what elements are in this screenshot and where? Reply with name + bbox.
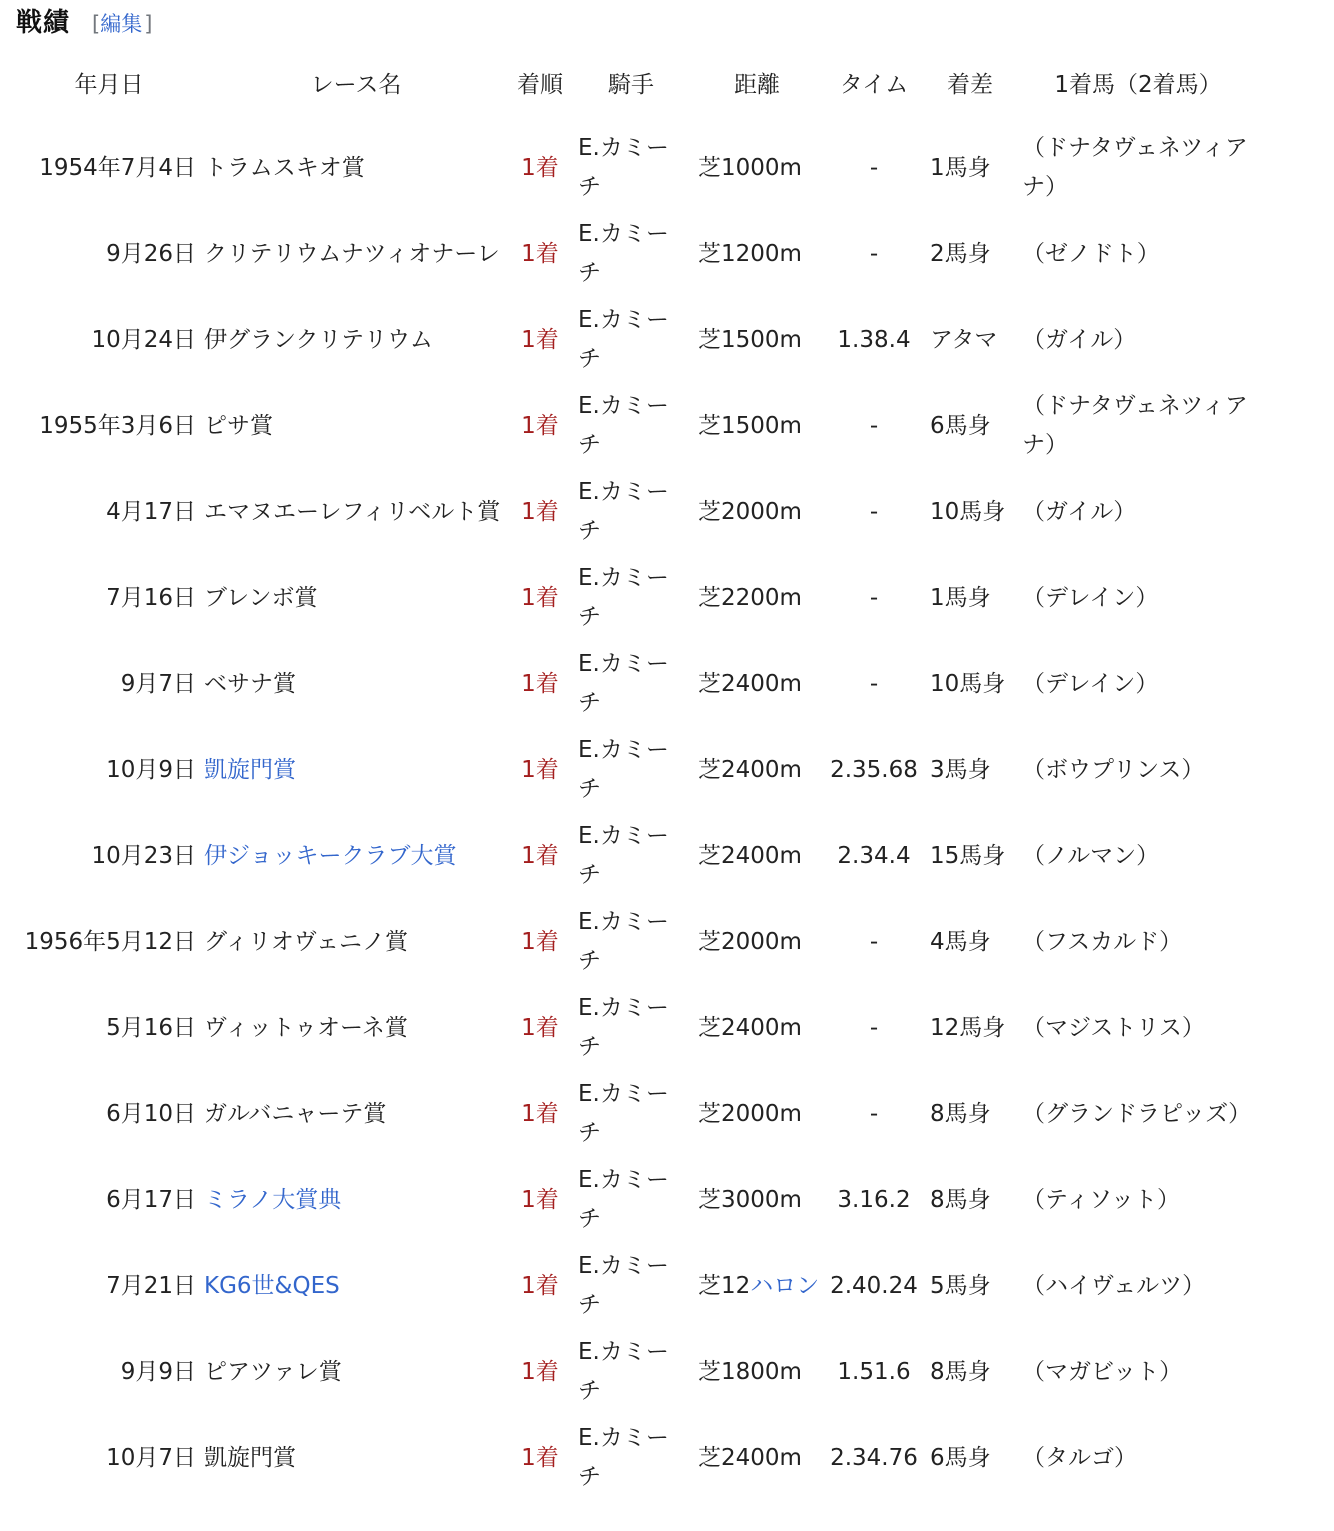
header-distance: 距離 xyxy=(734,71,780,98)
cell-distance-text: 芝2000m xyxy=(698,928,802,955)
cell-distance-text: 芝2400m xyxy=(698,1444,802,1471)
cell-distance xyxy=(692,297,822,383)
cell-place xyxy=(510,1157,570,1243)
cell-race xyxy=(202,383,510,469)
cell-time-text: 2.40.24 xyxy=(830,1272,918,1299)
cell-place xyxy=(510,641,570,727)
cell-race-text: 凱旋門賞 xyxy=(204,1444,296,1471)
cell-time-text: - xyxy=(869,584,879,611)
cell-date-text: 9月7日 xyxy=(120,670,196,697)
cell-jockey xyxy=(570,125,692,211)
cell-margin xyxy=(926,555,1014,641)
cell-place-text: 1着 xyxy=(521,670,559,697)
cell-distance-text: 芝1500m xyxy=(698,326,802,353)
cell-race xyxy=(202,469,510,555)
cell-date-text: 1954年7月4日 xyxy=(39,154,196,181)
cell-place xyxy=(510,899,570,985)
cell-race-text[interactable]: 凱旋門賞 xyxy=(204,756,296,783)
cell-jockey xyxy=(570,469,692,555)
cell-winner xyxy=(1014,555,1262,641)
cell-time xyxy=(822,1329,926,1415)
edit-link[interactable]: 編集 xyxy=(100,12,143,36)
cell-time xyxy=(822,125,926,211)
cell-distance xyxy=(692,1071,822,1157)
cell-winner xyxy=(1014,727,1262,813)
cell-date-text: 4月17日 xyxy=(106,498,196,525)
cell-race-text: ピサ賞 xyxy=(204,412,273,439)
header-winner: 1着馬（2着馬） xyxy=(1054,71,1222,98)
cell-distance xyxy=(692,211,822,297)
cell-date xyxy=(16,727,202,813)
cell-time-text: - xyxy=(869,928,879,955)
cell-time xyxy=(822,1243,926,1329)
cell-jockey xyxy=(570,813,692,899)
edit-bracket-close: ] xyxy=(144,12,153,36)
cell-jockey-text: E.カミーチ xyxy=(578,393,669,458)
cell-winner xyxy=(1014,1157,1262,1243)
cell-margin-text: 1馬身 xyxy=(930,154,991,181)
cell-place-text: 1着 xyxy=(521,1444,559,1471)
cell-margin-text: 10馬身 xyxy=(930,498,1006,525)
cell-distance xyxy=(692,1157,822,1243)
cell-margin-text: 8馬身 xyxy=(930,1100,991,1127)
cell-jockey-text: E.カミーチ xyxy=(578,737,669,802)
cell-time xyxy=(822,383,926,469)
cell-time-text: - xyxy=(869,1100,879,1127)
cell-distance xyxy=(692,1415,822,1501)
cell-distance xyxy=(692,985,822,1071)
section-header xyxy=(16,2,152,42)
cell-date xyxy=(16,125,202,211)
cell-race-text[interactable]: KG6世&QES xyxy=(204,1272,340,1299)
cell-winner xyxy=(1014,813,1262,899)
cell-race-text: ベサナ賞 xyxy=(204,670,296,697)
cell-distance xyxy=(692,469,822,555)
cell-time xyxy=(822,211,926,297)
cell-race xyxy=(202,1415,510,1501)
cell-distance-text: 芝2000m xyxy=(698,1100,802,1127)
cell-distance xyxy=(692,383,822,469)
cell-distance-text: 芝3000m xyxy=(698,1186,802,1213)
cell-date xyxy=(16,297,202,383)
cell-distance-text: 芝1000m xyxy=(698,154,802,181)
cell-place xyxy=(510,813,570,899)
table-row xyxy=(16,469,1262,555)
cell-winner-text: （ドナタヴェネツィアナ） xyxy=(1022,135,1248,200)
cell-date xyxy=(16,1071,202,1157)
cell-race xyxy=(202,555,510,641)
cell-margin xyxy=(926,899,1014,985)
cell-time-text: - xyxy=(869,412,879,439)
cell-winner xyxy=(1014,1329,1262,1415)
cell-margin-text: 6馬身 xyxy=(930,412,991,439)
table-row xyxy=(16,1071,1262,1157)
cell-margin xyxy=(926,211,1014,297)
cell-date xyxy=(16,555,202,641)
cell-distance-text: 芝2400m xyxy=(698,756,802,783)
cell-jockey xyxy=(570,1415,692,1501)
cell-date-text: 1955年3月6日 xyxy=(39,412,196,439)
cell-date-text: 6月17日 xyxy=(106,1186,196,1213)
table-row xyxy=(16,899,1262,985)
cell-place-text: 1着 xyxy=(521,1100,559,1127)
table-row xyxy=(16,1329,1262,1415)
cell-winner-text: （フスカルド） xyxy=(1022,928,1183,955)
cell-margin xyxy=(926,1157,1014,1243)
cell-margin xyxy=(926,469,1014,555)
cell-winner xyxy=(1014,469,1262,555)
cell-race-text[interactable]: ミラノ大賞典 xyxy=(204,1186,342,1213)
cell-time xyxy=(822,469,926,555)
cell-distance-text: 芝1500m xyxy=(698,412,802,439)
cell-time-text: 2.35.68 xyxy=(830,756,918,783)
section-title: 戦績 xyxy=(16,8,71,38)
cell-margin-text: 2馬身 xyxy=(930,240,991,267)
cell-time xyxy=(822,1157,926,1243)
cell-race-text: ピアツァレ賞 xyxy=(204,1358,342,1385)
cell-time-text: - xyxy=(869,240,879,267)
cell-place-text: 1着 xyxy=(521,1186,559,1213)
cell-date-text: 9月9日 xyxy=(120,1358,196,1385)
cell-jockey-text: E.カミーチ xyxy=(578,995,669,1060)
cell-place-text: 1着 xyxy=(521,756,559,783)
cell-race xyxy=(202,641,510,727)
cell-margin xyxy=(926,125,1014,211)
cell-winner xyxy=(1014,985,1262,1071)
cell-margin-text: 1馬身 xyxy=(930,584,991,611)
cell-jockey-text: E.カミーチ xyxy=(578,651,669,716)
cell-time-text: - xyxy=(869,670,879,697)
cell-winner xyxy=(1014,641,1262,727)
cell-margin-text: 8馬身 xyxy=(930,1358,991,1385)
table-row xyxy=(16,555,1262,641)
header-margin: 着差 xyxy=(947,71,993,98)
table-row xyxy=(16,1243,1262,1329)
cell-time-text: 1.38.4 xyxy=(837,326,911,353)
cell-distance xyxy=(692,899,822,985)
cell-date xyxy=(16,1157,202,1243)
cell-margin xyxy=(926,727,1014,813)
table-row xyxy=(16,125,1262,211)
cell-date-text: 10月23日 xyxy=(91,842,196,869)
cell-distance xyxy=(692,555,822,641)
cell-jockey xyxy=(570,383,692,469)
cell-race xyxy=(202,1329,510,1415)
cell-distance xyxy=(692,727,822,813)
cell-place-text: 1着 xyxy=(521,326,559,353)
cell-time-text: 2.34.4 xyxy=(837,842,911,869)
cell-winner-text: （ゼノドト） xyxy=(1022,240,1160,267)
cell-winner xyxy=(1014,1071,1262,1157)
cell-margin-text: 5馬身 xyxy=(930,1272,991,1299)
header-jockey: 騎手 xyxy=(608,71,654,98)
cell-place xyxy=(510,125,570,211)
cell-date xyxy=(16,1243,202,1329)
cell-margin-text: 10馬身 xyxy=(930,670,1006,697)
cell-winner-text: （タルゴ） xyxy=(1022,1444,1137,1471)
cell-jockey-text: E.カミーチ xyxy=(578,1425,669,1490)
cell-race xyxy=(202,1071,510,1157)
cell-distance-text: 芝2400m xyxy=(698,1014,802,1041)
cell-date-text: 10月7日 xyxy=(106,1444,196,1471)
table-header-row xyxy=(16,45,1262,125)
cell-winner xyxy=(1014,1243,1262,1329)
cell-race-text: 伊グランクリテリウム xyxy=(204,326,433,353)
cell-distance-text: 芝2400m xyxy=(698,670,802,697)
cell-place xyxy=(510,1415,570,1501)
cell-date xyxy=(16,641,202,727)
cell-jockey-text: E.カミーチ xyxy=(578,1167,669,1232)
cell-distance xyxy=(692,125,822,211)
cell-winner xyxy=(1014,1415,1262,1501)
cell-place-text: 1着 xyxy=(521,240,559,267)
table-row xyxy=(16,985,1262,1071)
cell-margin xyxy=(926,1415,1014,1501)
cell-margin-text: 8馬身 xyxy=(930,1186,991,1213)
cell-place-text: 1着 xyxy=(521,1358,559,1385)
cell-winner-text: （ガイル） xyxy=(1022,326,1137,353)
cell-margin-text: 3馬身 xyxy=(930,756,991,783)
cell-jockey-text: E.カミーチ xyxy=(578,1339,669,1404)
cell-race xyxy=(202,985,510,1071)
cell-jockey xyxy=(570,1243,692,1329)
cell-winner xyxy=(1014,125,1262,211)
cell-distance-text: 芝1200m xyxy=(698,240,802,267)
cell-jockey xyxy=(570,1071,692,1157)
cell-margin xyxy=(926,1329,1014,1415)
cell-time-text: 3.16.2 xyxy=(837,1186,911,1213)
cell-race xyxy=(202,899,510,985)
cell-place xyxy=(510,211,570,297)
cell-time xyxy=(822,555,926,641)
cell-jockey-text: E.カミーチ xyxy=(578,909,669,974)
cell-time xyxy=(822,813,926,899)
cell-date-text: 10月24日 xyxy=(91,326,196,353)
table-row xyxy=(16,1157,1262,1243)
cell-jockey xyxy=(570,1329,692,1415)
cell-place xyxy=(510,1243,570,1329)
cell-margin-text: 4馬身 xyxy=(930,928,991,955)
cell-jockey-text: E.カミーチ xyxy=(578,479,669,544)
cell-time-text: - xyxy=(869,498,879,525)
cell-date xyxy=(16,1415,202,1501)
header-date: 年月日 xyxy=(74,71,144,98)
cell-winner-text: （マガビット） xyxy=(1022,1358,1183,1385)
table-row xyxy=(16,727,1262,813)
cell-winner xyxy=(1014,297,1262,383)
cell-date-text: 7月21日 xyxy=(106,1272,196,1299)
cell-place-text: 1着 xyxy=(521,1014,559,1041)
cell-distance-text: 芝12 xyxy=(698,1272,751,1299)
cell-date-text: 7月16日 xyxy=(106,584,196,611)
cell-winner-text: （マジストリス） xyxy=(1022,1014,1205,1041)
cell-place xyxy=(510,469,570,555)
header-place: 着順 xyxy=(517,71,563,98)
table-row xyxy=(16,641,1262,727)
cell-place-text: 1着 xyxy=(521,842,559,869)
cell-jockey-text: E.カミーチ xyxy=(578,307,669,372)
cell-winner-text: （ノルマン） xyxy=(1022,842,1160,869)
cell-time xyxy=(822,1071,926,1157)
cell-place xyxy=(510,1071,570,1157)
cell-date xyxy=(16,1329,202,1415)
cell-date-text: 9月26日 xyxy=(106,240,196,267)
cell-date-text: 10月9日 xyxy=(106,756,196,783)
cell-jockey-text: E.カミーチ xyxy=(578,135,669,200)
cell-distance-text: 芝2400m xyxy=(698,842,802,869)
cell-margin xyxy=(926,1071,1014,1157)
cell-winner-text: （グランドラピッズ） xyxy=(1022,1100,1252,1127)
cell-place-text: 1着 xyxy=(521,412,559,439)
cell-time xyxy=(822,899,926,985)
cell-place-text: 1着 xyxy=(521,154,559,181)
cell-winner-text: （ドナタヴェネツィアナ） xyxy=(1022,393,1248,458)
cell-date-text: 5月16日 xyxy=(106,1014,196,1041)
cell-jockey xyxy=(570,641,692,727)
cell-margin-text: 15馬身 xyxy=(930,842,1006,869)
cell-distance xyxy=(692,1243,822,1329)
cell-place-text: 1着 xyxy=(521,1272,559,1299)
cell-race xyxy=(202,297,510,383)
cell-place xyxy=(510,727,570,813)
cell-race xyxy=(202,125,510,211)
table-row xyxy=(16,383,1262,469)
cell-jockey xyxy=(570,985,692,1071)
cell-time xyxy=(822,641,926,727)
cell-date xyxy=(16,899,202,985)
cell-distance-text: 芝2000m xyxy=(698,498,802,525)
cell-margin-text: 6馬身 xyxy=(930,1444,991,1471)
cell-place-text: 1着 xyxy=(521,584,559,611)
cell-jockey xyxy=(570,1157,692,1243)
table-row xyxy=(16,297,1262,383)
cell-date xyxy=(16,383,202,469)
cell-distance-text: 芝2200m xyxy=(698,584,802,611)
table-row xyxy=(16,211,1262,297)
cell-distance xyxy=(692,813,822,899)
distance-unit-link[interactable]: ハロン xyxy=(750,1272,820,1299)
cell-jockey-text: E.カミーチ xyxy=(578,221,669,286)
cell-distance xyxy=(692,641,822,727)
cell-time xyxy=(822,297,926,383)
table-row xyxy=(16,1415,1262,1501)
cell-race-text: ガルバニャーテ賞 xyxy=(204,1100,387,1127)
cell-race xyxy=(202,727,510,813)
cell-race xyxy=(202,813,510,899)
cell-distance xyxy=(692,1329,822,1415)
cell-jockey xyxy=(570,727,692,813)
cell-date xyxy=(16,985,202,1071)
cell-winner xyxy=(1014,899,1262,985)
cell-race-text: クリテリウムナツィオナーレ xyxy=(204,240,500,267)
cell-race-text: エマヌエーレフィリベルト賞 xyxy=(204,498,501,525)
cell-place-text: 1着 xyxy=(521,498,559,525)
cell-time-text: 1.51.6 xyxy=(837,1358,911,1385)
edit-bracket-open: [ xyxy=(92,12,101,36)
cell-place xyxy=(510,985,570,1071)
cell-race xyxy=(202,211,510,297)
cell-time xyxy=(822,1415,926,1501)
cell-date xyxy=(16,211,202,297)
cell-date xyxy=(16,813,202,899)
cell-winner-text: （デレイン） xyxy=(1022,584,1159,611)
cell-race xyxy=(202,1243,510,1329)
header-time: タイム xyxy=(839,71,909,98)
cell-margin xyxy=(926,297,1014,383)
cell-margin-text: 12馬身 xyxy=(930,1014,1006,1041)
cell-winner-text: （デレイン） xyxy=(1022,670,1159,697)
cell-place xyxy=(510,555,570,641)
cell-margin xyxy=(926,985,1014,1071)
cell-place xyxy=(510,383,570,469)
cell-race-text: トラムスキオ賞 xyxy=(204,154,365,181)
cell-date xyxy=(16,469,202,555)
cell-winner-text: （ボウプリンス） xyxy=(1022,756,1205,783)
header-race: レース名 xyxy=(310,71,402,98)
cell-margin xyxy=(926,383,1014,469)
cell-jockey xyxy=(570,211,692,297)
cell-date-text: 6月10日 xyxy=(106,1100,196,1127)
cell-winner-text: （ガイル） xyxy=(1022,498,1137,525)
cell-winner-text: （ハイヴェルツ） xyxy=(1022,1272,1206,1299)
cell-margin xyxy=(926,813,1014,899)
cell-race-text[interactable]: 伊ジョッキークラブ大賞 xyxy=(204,842,457,869)
cell-winner xyxy=(1014,211,1262,297)
cell-place xyxy=(510,1329,570,1415)
cell-race-text: ヴィットゥオーネ賞 xyxy=(204,1014,408,1041)
cell-place xyxy=(510,297,570,383)
cell-jockey-text: E.カミーチ xyxy=(578,1253,669,1318)
cell-winner xyxy=(1014,383,1262,469)
cell-margin xyxy=(926,641,1014,727)
cell-distance-text: 芝1800m xyxy=(698,1358,802,1385)
table-body xyxy=(16,125,1262,1501)
cell-margin xyxy=(926,1243,1014,1329)
cell-date-text: 1956年5月12日 xyxy=(24,928,196,955)
cell-time-text: 2.34.76 xyxy=(830,1444,918,1471)
cell-jockey-text: E.カミーチ xyxy=(578,823,669,888)
cell-jockey xyxy=(570,899,692,985)
cell-jockey-text: E.カミーチ xyxy=(578,565,669,630)
race-record-table xyxy=(16,45,1262,1501)
table-row xyxy=(16,813,1262,899)
cell-place-text: 1着 xyxy=(521,928,559,955)
cell-jockey xyxy=(570,555,692,641)
cell-jockey xyxy=(570,297,692,383)
cell-margin-text: アタマ xyxy=(930,326,998,353)
cell-race-text: グィリオヴェニノ賞 xyxy=(204,928,409,955)
cell-race xyxy=(202,1157,510,1243)
cell-time-text: - xyxy=(869,154,879,181)
cell-jockey-text: E.カミーチ xyxy=(578,1081,669,1146)
cell-time xyxy=(822,727,926,813)
cell-time xyxy=(822,985,926,1071)
cell-winner-text: （ティソット） xyxy=(1022,1186,1181,1213)
cell-time-text: - xyxy=(869,1014,879,1041)
cell-race-text: ブレンボ賞 xyxy=(204,584,318,611)
